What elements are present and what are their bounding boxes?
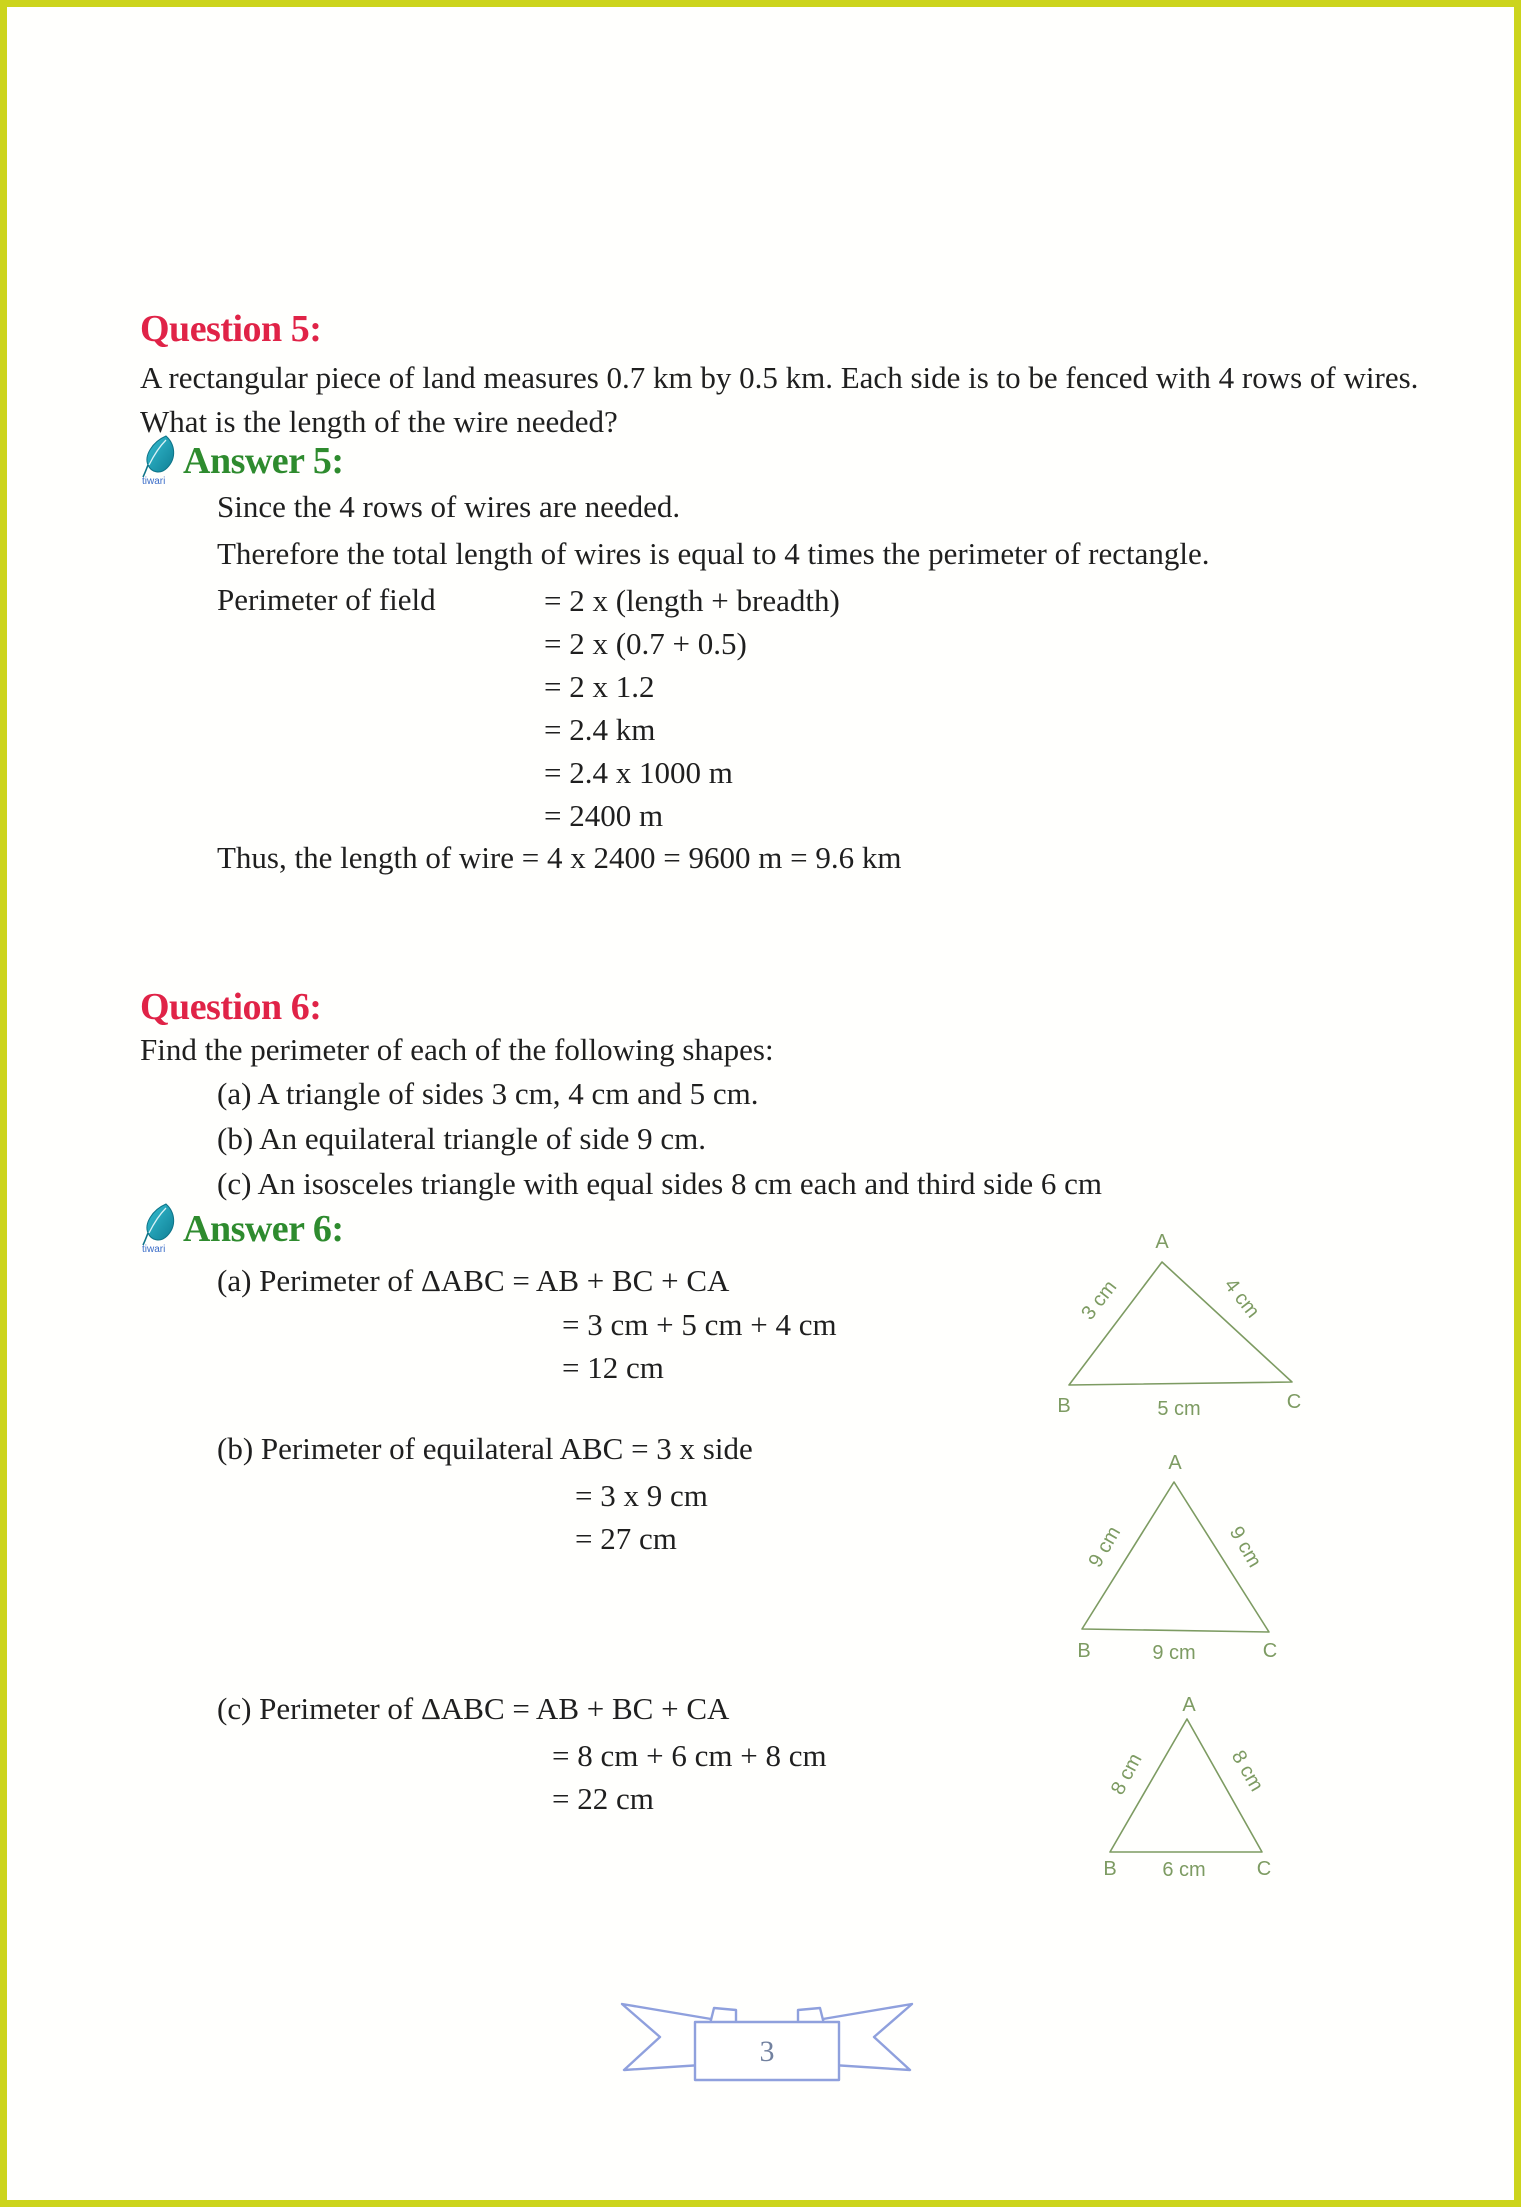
tiwari-logo-icon xyxy=(140,435,186,485)
vertex-label: C xyxy=(1256,1858,1272,1880)
triangle-c-diagram xyxy=(1057,1695,1297,1895)
page-number: 3 xyxy=(759,2035,775,2068)
equation-line: = 2 x (0.7 + 0.5) xyxy=(544,626,747,661)
answer6c-line: (c) Perimeter of ΔABC = AB + BC + CA xyxy=(217,1691,730,1726)
equation-line: = 2 x (length + breadth) xyxy=(544,583,840,618)
answer5-line: Therefore the total length of wires is equal to 4 times the perimeter of rectangle. xyxy=(217,536,1210,571)
side-label: 9 cm xyxy=(1084,1522,1126,1572)
question6-item: (c) An isosceles triangle with equal sides 8 cm each and third side 6 cm xyxy=(217,1166,1102,1201)
tiwari-logo-text: tiwari xyxy=(142,1244,166,1253)
tiwari-logo-icon xyxy=(140,1203,186,1253)
tiwari-logo-text: tiwari xyxy=(142,476,166,485)
triangle-a-diagram xyxy=(1027,1220,1327,1435)
side-label: 8 cm xyxy=(1226,1746,1268,1796)
side-label: 9 cm xyxy=(1152,1642,1196,1664)
side-label: 9 cm xyxy=(1224,1522,1266,1572)
question6-intro: Find the perimeter of each of the following shapes: xyxy=(140,1032,774,1067)
equation-line: = 2400 m xyxy=(544,798,664,833)
answer6a-steps xyxy=(562,1303,837,1389)
answer6-title: Answer 6: xyxy=(183,1208,344,1250)
equation-line: = 3 x 9 cm xyxy=(575,1478,708,1513)
vertex-label: C xyxy=(1262,1640,1278,1662)
vertex-label: A xyxy=(1155,1231,1169,1253)
equation-line: = 2 x 1.2 xyxy=(544,669,655,704)
equation-line: = 2.4 km xyxy=(544,712,656,747)
answer6b-line: (b) Perimeter of equilateral ABC = 3 x side xyxy=(217,1431,753,1466)
vertex-label: B xyxy=(1057,1395,1071,1417)
vertex-label: C xyxy=(1286,1391,1302,1413)
answer5-title: Answer 5: xyxy=(183,440,344,482)
question6-title: Question 6: xyxy=(140,986,322,1028)
question6-item: (a) A triangle of sides 3 cm, 4 cm and 5 cm. xyxy=(217,1076,759,1111)
answer5-equation-label: Perimeter of field xyxy=(217,582,436,617)
answer6a-line: (a) Perimeter of ΔABC = AB + BC + CA xyxy=(217,1263,730,1298)
answer5-line: Since the 4 rows of wires are needed. xyxy=(217,489,681,524)
equation-line: = 3 cm + 5 cm + 4 cm xyxy=(562,1307,837,1342)
equation-line: = 22 cm xyxy=(552,1781,654,1816)
side-label: 5 cm xyxy=(1157,1398,1201,1420)
page-number-ribbon xyxy=(602,1992,932,2107)
vertex-label: A xyxy=(1182,1695,1196,1716)
equation-line: = 2.4 x 1000 m xyxy=(544,755,733,790)
side-label: 3 cm xyxy=(1077,1276,1122,1325)
question6-item: (b) An equilateral triangle of side 9 cm. xyxy=(217,1121,706,1156)
equation-line: = 12 cm xyxy=(562,1350,664,1385)
triangle-b-diagram xyxy=(1047,1450,1307,1680)
question5-body: A rectangular piece of land measures 0.7 km by 0.5 km. Each side is to be fenced with 4 rows of wires. What is the length of the wire needed? xyxy=(140,360,1419,439)
equation-line: = 27 cm xyxy=(575,1521,677,1556)
answer6c-steps xyxy=(552,1734,827,1820)
answer5-conclusion: Thus, the length of wire = 4 x 2400 = 9600 m = 9.6 km xyxy=(217,840,902,875)
vertex-label: B xyxy=(1077,1640,1091,1662)
side-label: 6 cm xyxy=(1162,1859,1206,1881)
answer5-equations xyxy=(544,579,840,837)
equation-line: = 8 cm + 6 cm + 8 cm xyxy=(552,1738,827,1773)
question5-title: Question 5: xyxy=(140,308,322,350)
vertex-label: B xyxy=(1103,1858,1117,1880)
vertex-label: A xyxy=(1168,1452,1182,1474)
side-label: 4 cm xyxy=(1219,1274,1264,1323)
answer6b-steps xyxy=(575,1474,708,1560)
side-label: 8 cm xyxy=(1106,1749,1147,1799)
